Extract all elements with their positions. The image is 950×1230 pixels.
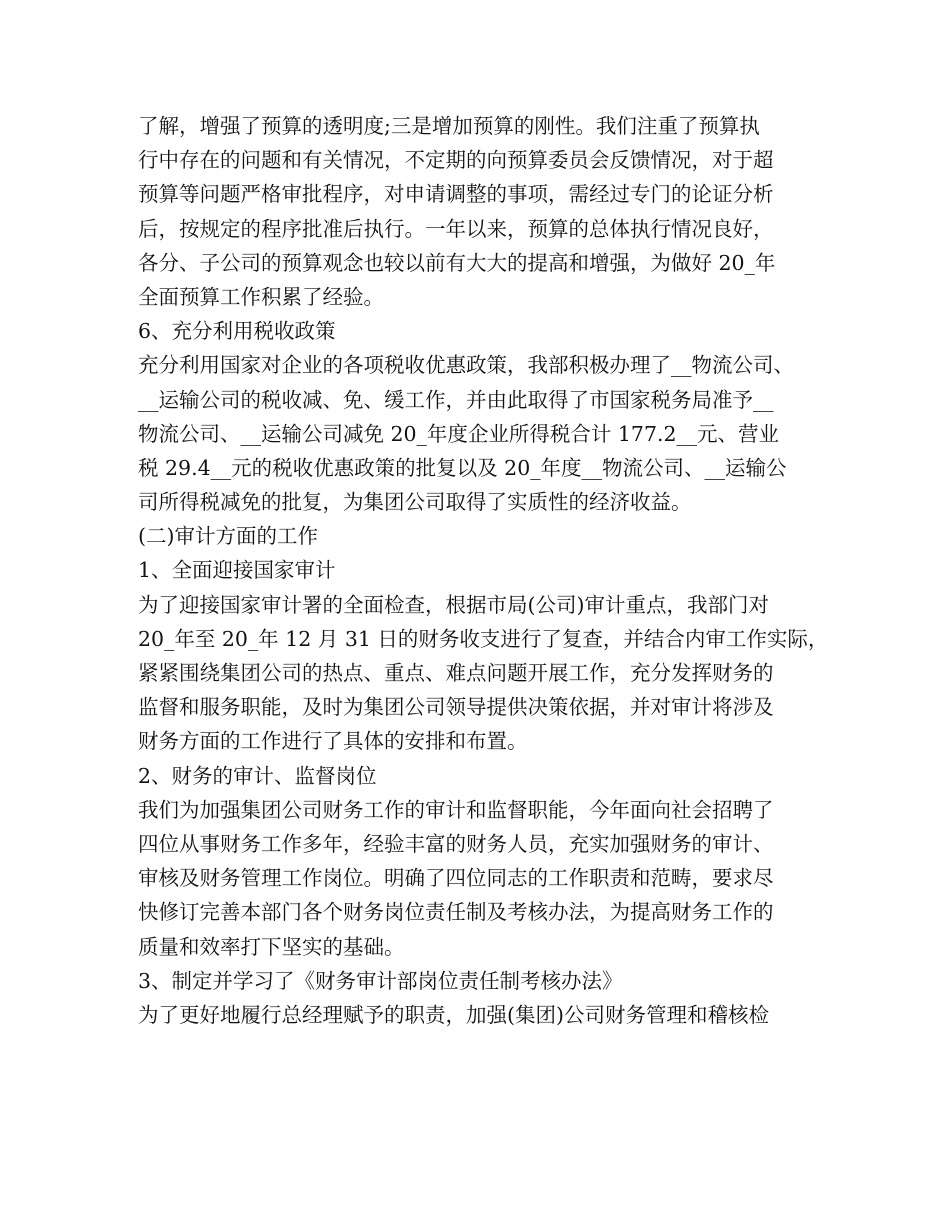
text-line: 快修订完善本部门各个财务岗位责任制及考核办法，为提高财务工作的 [138,900,774,925]
text-line: 预算等问题严格审批程序，对申请调整的事项，需经过专门的论证分析 [138,182,774,207]
text-line: 行中存在的问题和有关情况，不定期的向预算委员会反馈情况，对于超 [138,148,774,173]
text-line: 为了迎接国家审计署的全面检查，根据市局(公司)审计重点，我部门对 [138,592,769,617]
text-line: 后，按规定的程序批准后执行。一年以来，预算的总体执行情况良好， [138,216,774,241]
text-line: 了解，增强了预算的透明度;三是增加预算的刚性。我们注重了预算执 [138,114,760,138]
text-line: 司所得税减免的批复，为集团公司取得了实质性的经济收益。 [138,490,692,515]
text-line: 审核及财务管理工作岗位。明确了四位同志的工作职责和范畴，要求尽 [138,866,774,891]
text-line: 紧紧围绕集团公司的热点、重点、难点问题开展工作，充分发挥财务的 [138,661,774,685]
text-line: 财务方面的工作进行了具体的安排和布置。 [138,729,528,754]
text-line: 物流公司、__运输公司减免 20_年度企业所得税合计 177.2__元、营业 [138,421,780,446]
section-heading: 1、全面迎接国家审计 [138,558,336,583]
text-line: __运输公司的税收减、免、缓工作，并由此取得了市国家税务局准予__ [138,387,774,412]
text-line: 各分、子公司的预算观念也较以前有大大的提高和增强，为做好 20_年 [138,250,776,275]
text-line: 充分利用国家对企业的各项税收优惠政策，我部积极办理了__物流公司、 [138,353,794,378]
text-line: 20_年至 20_年 12 月 31 日的财务收支进行了复查，并结合内审工作实际， [138,626,829,651]
text-line: 我们为加强集团公司财务工作的审计和监督职能，今年面向社会招聘了 [138,797,774,822]
text-line: 税 29.4__元的税收优惠政策的批复以及 20_年度__物流公司、__运输公 [138,455,787,480]
section-heading: 2、财务的审计、监督岗位 [138,763,377,788]
text-line: 质量和效率打下坚实的基础。 [138,934,405,959]
document-body [138,109,828,1032]
text-line: 全面预算工作积累了经验。 [138,284,384,309]
text-line: 四位从事财务工作多年，经验丰富的财务人员，充实加强财务的审计、 [138,831,774,856]
section-heading: 6、充分利用税收政策 [138,319,336,344]
text-line: 为了更好地履行总经理赋予的职责，加强(集团)公司财务管理和稽核检 [138,1002,769,1027]
text-line: 监督和服务职能，及时为集团公司领导提供决策依据，并对审计将涉及 [138,695,774,720]
section-heading: 3、制定并学习了《财务审计部岗位责任制考核办法》 [138,968,623,993]
section-heading: (二)审计方面的工作 [138,524,318,549]
